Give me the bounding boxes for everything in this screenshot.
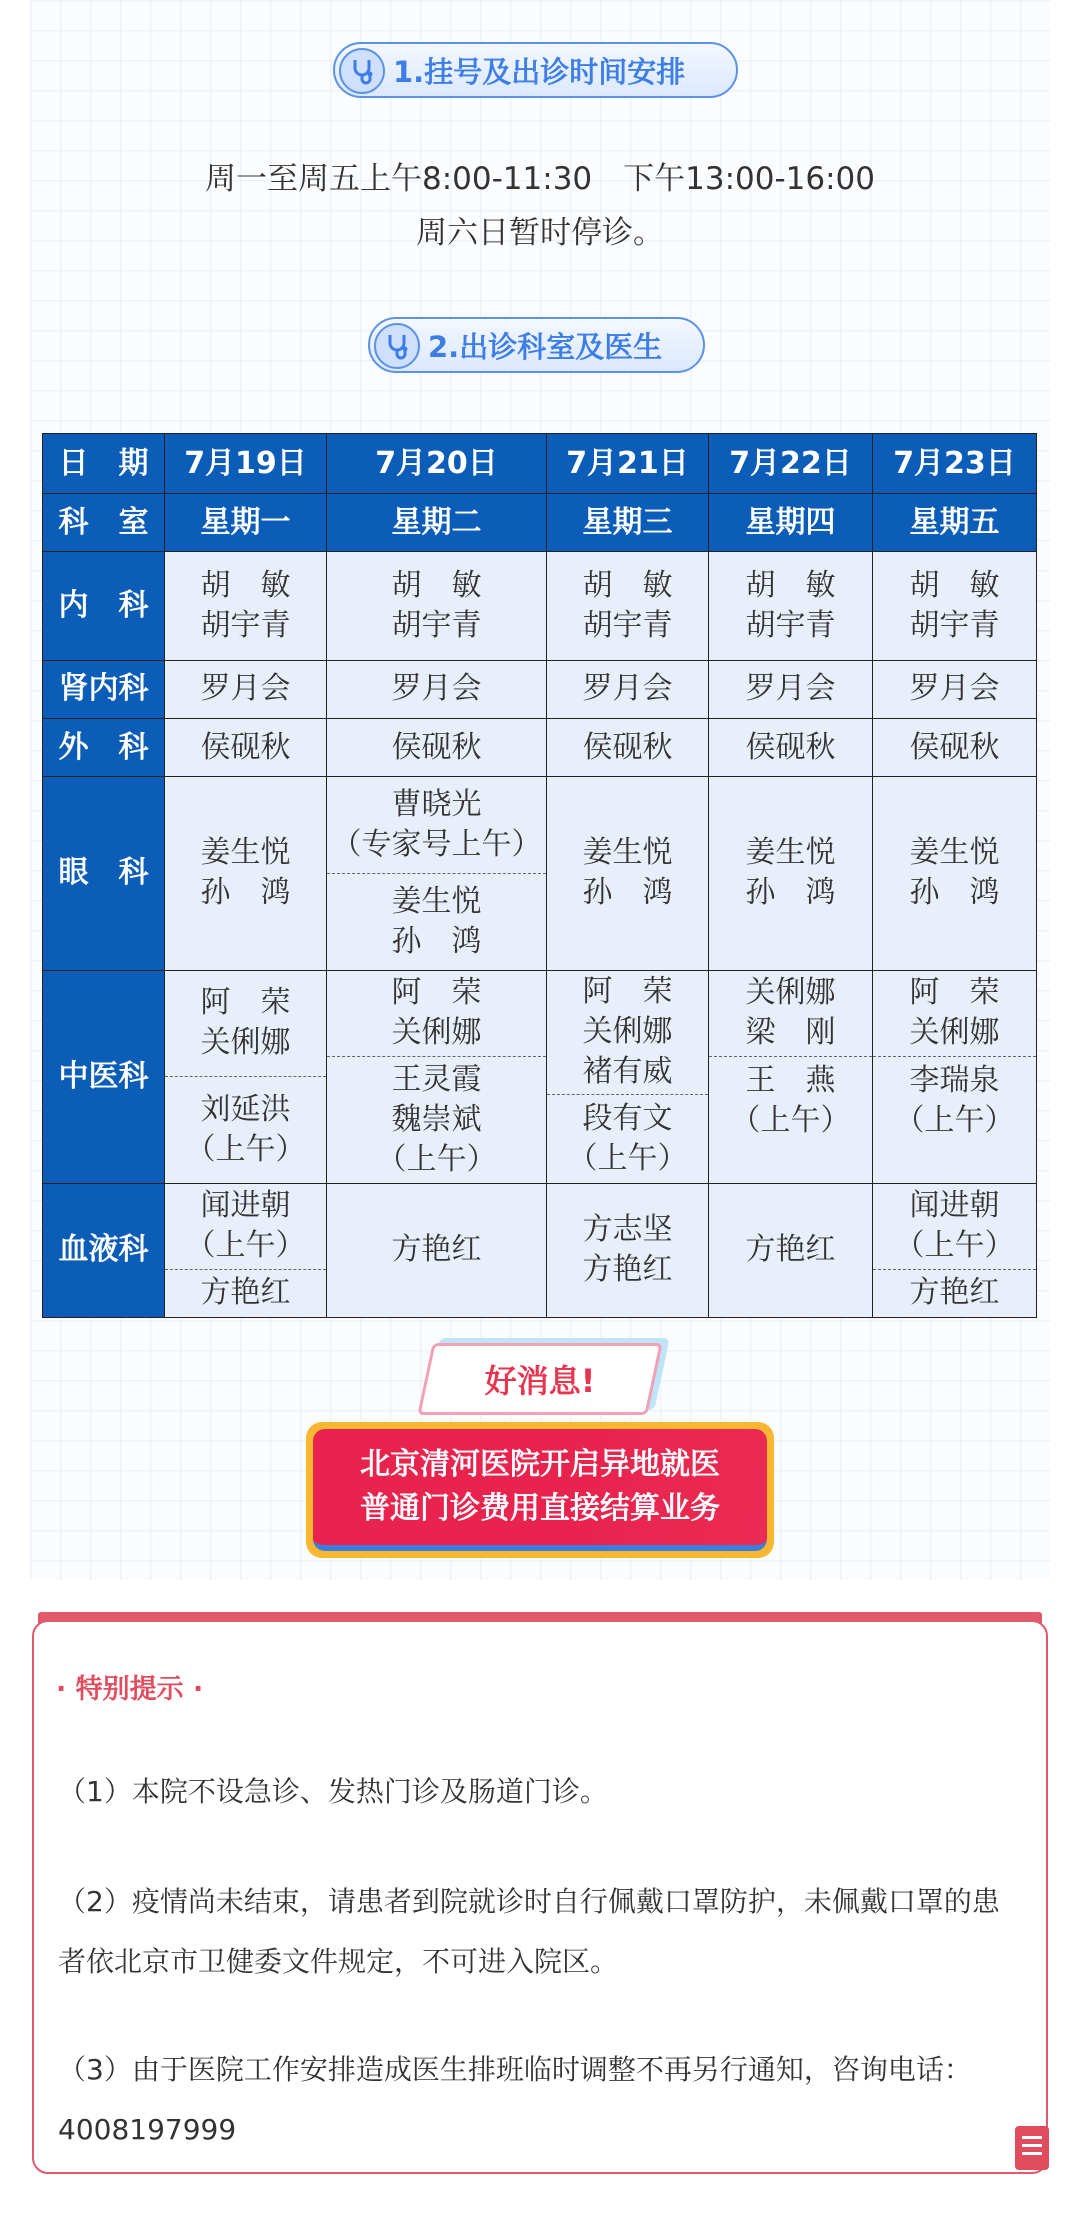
doctor-cell-split: 阿 荣 关俐娜 李瑞泉 （上午）: [873, 970, 1037, 1183]
weekday-cell: 星期二: [327, 494, 547, 552]
doctor-cell-split: 阿 荣 关俐娜 刘延洪 （上午）: [165, 970, 327, 1183]
doctor-cell: 胡 敏 胡宇青: [327, 552, 547, 660]
doctor-cell: 胡 敏 胡宇青: [709, 552, 873, 660]
doctor-cell: 侯砚秋: [873, 718, 1037, 776]
table-row: [43, 777, 1037, 971]
doctor-cell: 胡 敏 胡宇青: [165, 552, 327, 660]
doctor-cell: 侯砚秋: [547, 718, 709, 776]
section-2-title: [368, 317, 705, 373]
stethoscope-icon: [374, 323, 420, 369]
weekday-cell: 星期五: [873, 494, 1037, 552]
date-cell: 7月23日: [873, 434, 1037, 494]
dept-surgery: 外 科: [43, 718, 165, 776]
doctor-cell: 侯砚秋: [709, 718, 873, 776]
doctor-cell: 方志坚 方艳红: [547, 1183, 709, 1318]
dept-ophthalmology: 眼 科: [43, 777, 165, 971]
date-cell: 7月19日: [165, 434, 327, 494]
hours-weekday: 周一至周五上午8:00-11:30 下午13:00-16:00: [205, 161, 875, 197]
weekday-row: [43, 494, 1037, 552]
doctor-cell: 罗月会: [547, 660, 709, 718]
dept-internal: 内 科: [43, 552, 165, 660]
doctor-cell: 侯砚秋: [327, 718, 547, 776]
notice-title: · 特别提示 ·: [56, 1674, 204, 1705]
table-row: [43, 552, 1037, 660]
weekday-cell: 星期四: [709, 494, 873, 552]
doctor-cell: 胡 敏 胡宇青: [873, 552, 1037, 660]
section-1-label: 1.挂号及出诊时间安排: [393, 54, 686, 89]
doctor-cell-split: 闻进朝 （上午） 方艳红: [873, 1183, 1037, 1318]
date-cell: 7月20日: [327, 434, 547, 494]
doctor-cell: 罗月会: [165, 660, 327, 718]
table-row: [43, 970, 1037, 1183]
doctor-cell: 姜生悦 孙 鸿: [165, 777, 327, 971]
schedule-table: [42, 433, 1037, 1318]
dept-header-label: 科 室: [43, 494, 165, 552]
notice-item-2: （2）疫情尚未结束，请患者到院就诊时自行佩戴口罩防护，未佩戴口罩的患者依北京市卫健委文件规定，不可进入院区。: [58, 1885, 1000, 1978]
table-row: [43, 1183, 1037, 1318]
doctor-cell: 罗月会: [327, 660, 547, 718]
dept-tcm: 中医科: [43, 970, 165, 1183]
table-row: [43, 718, 1037, 776]
doctor-cell: 方艳红: [327, 1183, 547, 1318]
dept-hematology: 血液科: [43, 1183, 165, 1318]
date-header-label: 日 期: [43, 434, 165, 494]
news-line-1: 北京清河医院开启异地就医: [360, 1447, 720, 1482]
news-line-2: 普通门诊费用直接结算业务: [360, 1491, 720, 1526]
document-icon: [1015, 2126, 1049, 2170]
notice-item-3: （3）由于医院工作安排造成医生排班临时调整不再另行通知，咨询电话：4008197999: [58, 2053, 972, 2146]
doctor-cell-split: 关俐娜 梁 刚 王 燕 （上午）: [709, 970, 873, 1183]
date-row: [43, 434, 1037, 494]
doctor-cell: 胡 敏 胡宇青: [547, 552, 709, 660]
section-1-title: [333, 42, 738, 98]
doctor-cell: 罗月会: [873, 660, 1037, 718]
notice-item-1: （1）本院不设急诊、发热门诊及肠道门诊。: [58, 1775, 608, 1808]
table-row: [43, 660, 1037, 718]
doctor-cell: 姜生悦 孙 鸿: [547, 777, 709, 971]
news-banner: [306, 1422, 774, 1558]
dept-nephrology: 肾内科: [43, 660, 165, 718]
doctor-cell: 姜生悦 孙 鸿: [873, 777, 1037, 971]
hours-weekend: 周六日暂时停诊。: [416, 215, 664, 251]
section-2-label: 2.出诊科室及医生: [428, 329, 663, 364]
doctor-cell: 方艳红: [709, 1183, 873, 1318]
doctor-cell-split: 阿 荣 关俐娜 王灵霞 魏崇斌 （上午）: [327, 970, 547, 1183]
weekday-cell: 星期一: [165, 494, 327, 552]
stethoscope-icon: [339, 48, 385, 94]
weekday-cell: 星期三: [547, 494, 709, 552]
doctor-cell: 侯砚秋: [165, 718, 327, 776]
news-tag: 好消息!: [484, 1362, 596, 1400]
doctor-cell-split: 闻进朝 （上午） 方艳红: [165, 1183, 327, 1318]
date-cell: 7月22日: [709, 434, 873, 494]
doctor-cell: 罗月会: [709, 660, 873, 718]
doctor-cell: 姜生悦 孙 鸿: [709, 777, 873, 971]
date-cell: 7月21日: [547, 434, 709, 494]
doctor-cell-split: 曹晓光 （专家号上午） 姜生悦 孙 鸿: [327, 777, 547, 971]
doctor-cell-split: 阿 荣 关俐娜 褚有威 段有文 （上午）: [547, 970, 709, 1183]
